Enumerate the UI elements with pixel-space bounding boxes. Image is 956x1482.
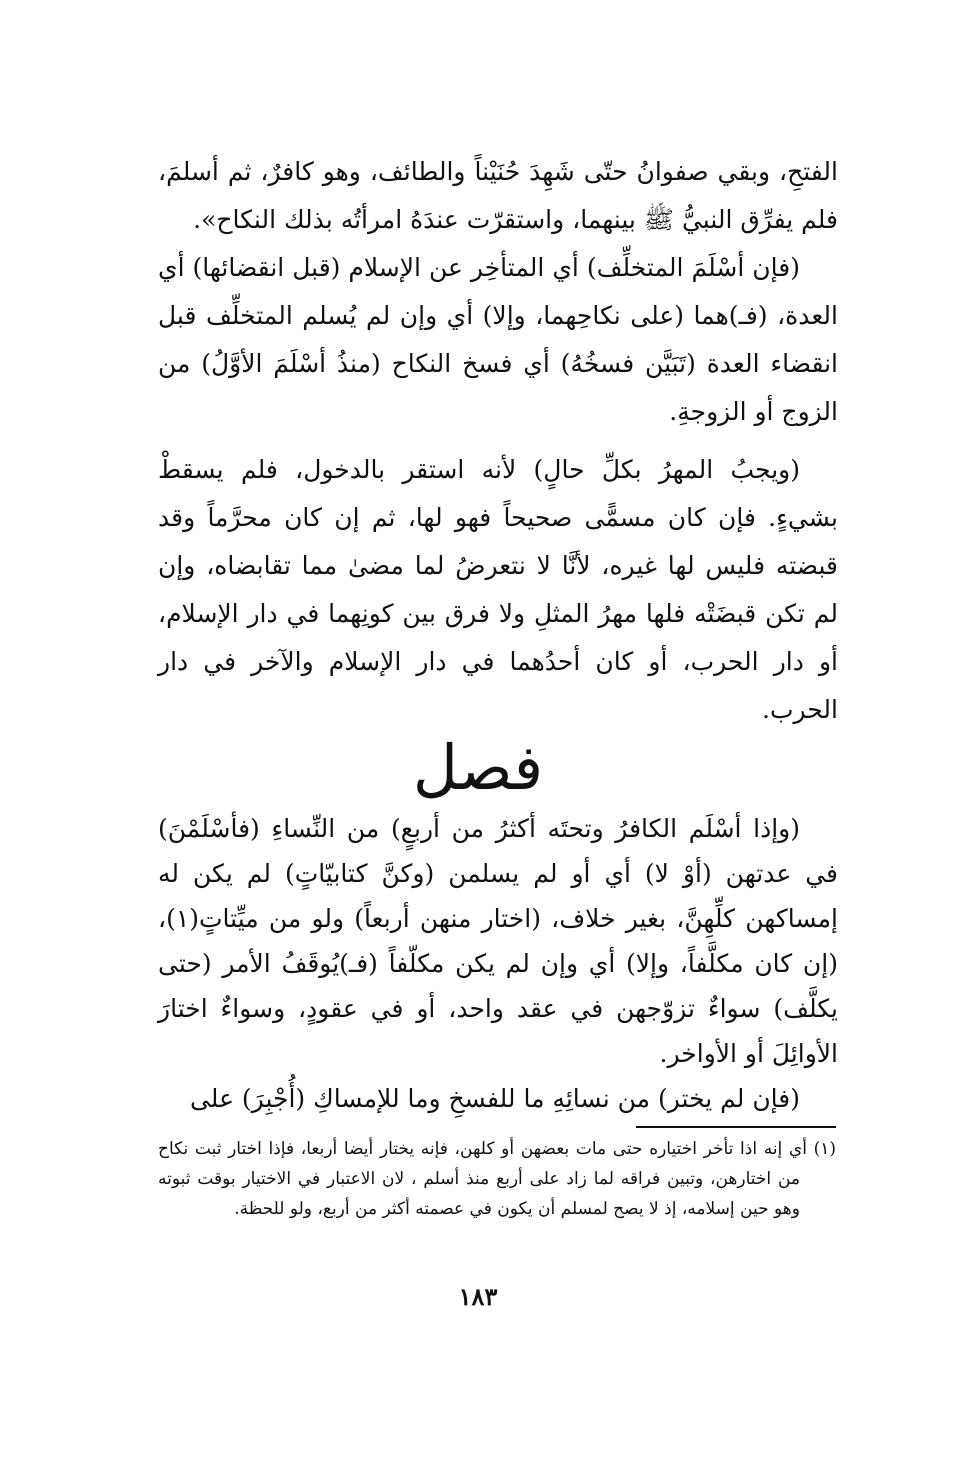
main-text-block	[158, 148, 838, 734]
footnotes	[158, 1134, 836, 1224]
paragraph: (فإن أسْلَمَ المتخلِّف) أي المتأخِر عن الإسلام (قبل انقضائها) أي العدة، (فـ)هما (على نكاحِهما، وإلا) أي وإن لم يُسلم المتخلِّف قبل انقضاء العدة (تَبَيَّن فسخُهُ) أي فسخ النكاح (منذُ أسْلَمَ الأوَّلُ) من الزوج أو الزوجةِ.	[158, 253, 838, 426]
section-text-block	[158, 806, 838, 1121]
paragraph: الفتحِ، وبقي صفوانُ حتّى شَهِدَ حُنَيْناً والطائف، وهو كافرٌ، ثم أسلمَ، فلم يفرِّق النبيُّ ﷺ بينهما، واستقرّت عندَهُ امرأتُه بذلك النكاح».	[158, 157, 838, 234]
paragraph: (فإن لم يختر) من نسائِهِ ما للفسخِ وما للإمساكِ (أُجْبِرَ) على	[189, 1084, 800, 1113]
page-number: ١٨٣	[458, 1282, 498, 1311]
paragraph: (ويجبُ المهرُ بكلِّ حالٍ) لأنه استقر بالدخول، فلم يسقطْ بشيءٍ. فإن كان مسمًّى صحيحاً فهو لها، ثم إن كان محرَّماً وقد قبضته فليس لها غيره، لأنَّا لا نتعرضُ لما مضىٰ مما تقابضاه، وإن لم تكن قبضَتْه فلها مهرُ المثلِ ولا فرق بين كونِهما في دار الإسلام، أو دار الحرب، أو كان أحدُهما في دار الإسلام والآخر في دار الحرب.	[158, 455, 838, 724]
section-heading: فصل	[412, 731, 544, 804]
paragraph: (وإذا أسْلَم الكافرُ وتحتَه أكثرُ من أربعٍ) من النِّساءِ (فأسْلَمْنَ) في عدتهن (أوْ لا) أي أو لم يسلمن (وكنَّ كتابيّاتٍ) لم يكن له إمساكهن كلِّهِنَّ، بغير خلاف، (اختار منهن أربعاً) ولو من ميِّتاتٍ(١)، (إن كان مكلَّفاً، وإلا) أي وإن لم يكن مكلّفاً (فـ)يُوقَفُ الأمر (حتى يكلَّف) سواءٌ تزوّجهن في عقد واحد، أو في عقودٍ، وسواءٌ اختارَ الأوائِلَ أو الأواخر.	[158, 814, 838, 1068]
footnote: (١) أي إنه اذا تأخر اختياره حتى مات بعضهن أو كلهن، فإنه يختار أيضا أربعا، فإذا اختار ثبت نكاح من اختارهن، وتبين فراقه لما زاد على أربع منذ أسلم ، لان الاعتبار في الاختيار بوقت ثبوته وهو حين إسلامه، إذ لا يصح لمسلم أن يكون في عصمته أكثر من أربع، ولو للحظة.	[158, 1139, 836, 1219]
footnote-divider	[636, 1126, 836, 1128]
